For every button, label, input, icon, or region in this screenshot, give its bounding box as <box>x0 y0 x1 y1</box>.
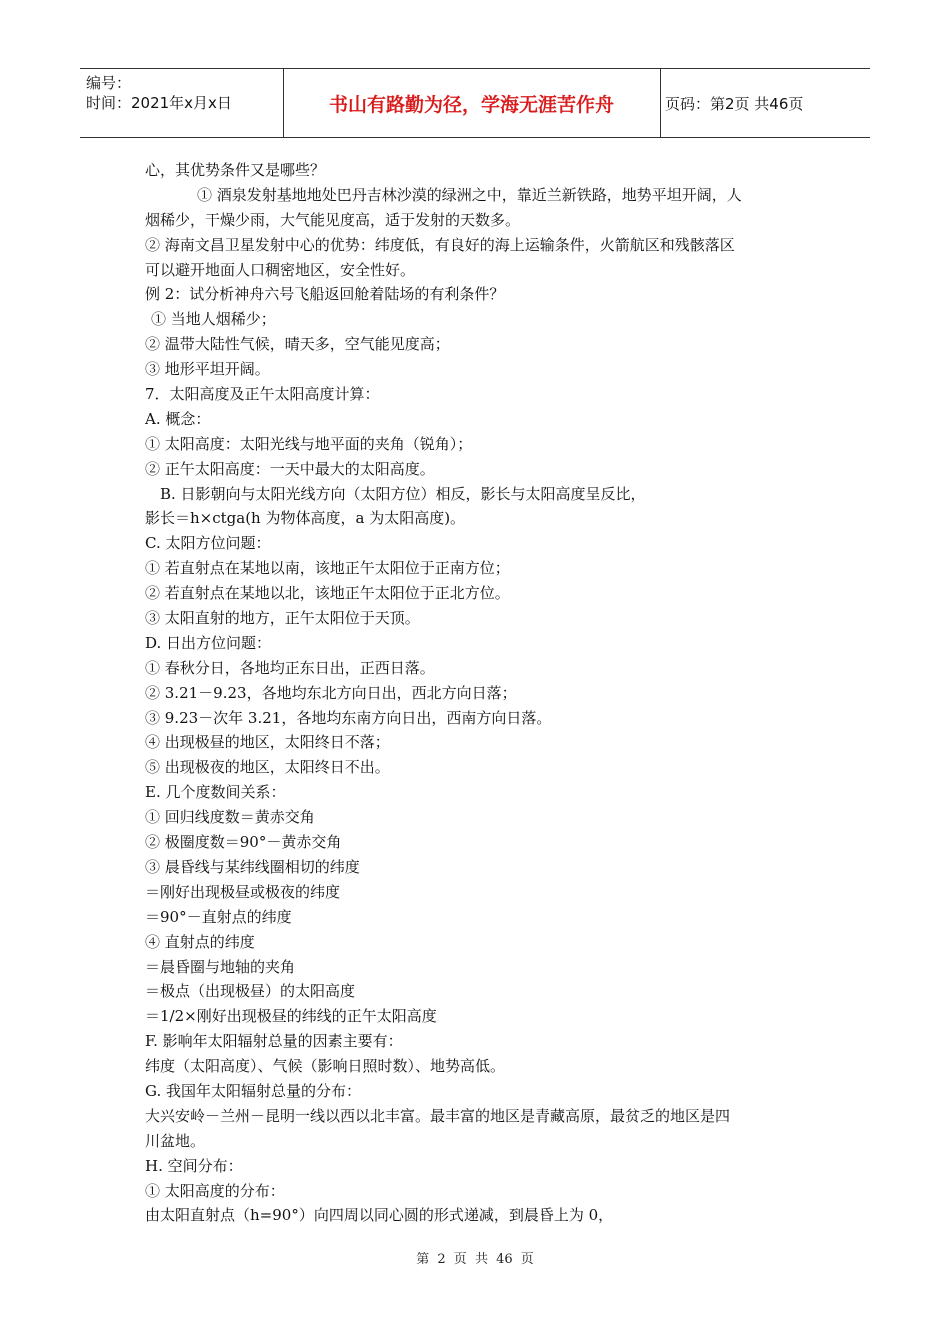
text-line: 烟稀少，干燥少雨，大气能见度高，适于发射的天数多。 <box>145 210 521 229</box>
text-line: ① 若直射点在某地以南，该地正午太阳位于正南方位； <box>145 559 510 578</box>
text-line: ② 温带大陆性气候，晴天多，空气能见度高； <box>145 335 450 354</box>
text-line: F. 影响年太阳辐射总量的因素主要有： <box>145 1032 403 1051</box>
footer-label-ye2: 页 <box>520 1252 534 1267</box>
text-line: ④ 直射点的纬度 <box>145 932 255 951</box>
text-line: ＝刚好出现极昼或极夜的纬度 <box>145 882 341 901</box>
text-line: ＝1/2×刚好出现极昼的纬线的正午太阳高度 <box>145 1007 437 1026</box>
header-meta <box>86 73 282 113</box>
text-line: ③ 太阳直射的地方，正午太阳位于天顶。 <box>145 609 420 628</box>
text-line: 影长＝h×ctga(h 为物体高度，a 为太阳高度)。 <box>145 509 466 528</box>
text-line: ② 极圈度数＝90°－黄赤交角 <box>145 833 342 852</box>
text-line: ① 当地人烟稀少； <box>151 310 276 329</box>
text-line: E. 几个度数间关系： <box>145 783 286 802</box>
header-divider-right <box>660 69 661 137</box>
text-line: 心，其优势条件又是哪些？ <box>145 161 326 179</box>
footer-label-ye: 页 <box>453 1252 467 1267</box>
page-footer <box>0 1248 950 1267</box>
text-line: 7．太阳高度及正午太阳高度计算： <box>145 385 380 404</box>
text-line: 例 2：试分析神舟六号飞船返回舱着陆场的有利条件？ <box>145 285 505 304</box>
text-line: ＝极点（出现极昼）的太阳高度 <box>145 982 356 1001</box>
footer-total-pages: 46 <box>496 1252 513 1267</box>
text-line: ⑤ 出现极夜的地区，太阳终日不出。 <box>145 758 390 777</box>
text-line: C. 太阳方位问题： <box>145 534 271 553</box>
text-line: ③ 9.23－次年 3.21，各地均东南方向日出，西南方向日落。 <box>145 708 552 727</box>
text-line: D. 日出方位问题： <box>145 633 272 652</box>
text-line: ② 正午太阳高度：一天中最大的太阳高度。 <box>145 459 435 478</box>
page-header <box>80 68 870 138</box>
footer-label-total: 共 <box>474 1252 488 1267</box>
header-page-info: 页码：第2页 共46页 <box>665 94 804 113</box>
text-line: ① 太阳高度：太阳光线与地平面的夹角（锐角）； <box>145 434 473 453</box>
text-line: 由太阳直射点（h=90°）向四周以同心圆的形式递减，到晨昏上为 0， <box>145 1206 614 1225</box>
text-line: H. 空间分布： <box>145 1156 243 1175</box>
text-line: ③ 地形平坦开阔。 <box>145 360 270 379</box>
header-motto: 书山有路勤为径，学海无涯苦作舟 <box>328 93 614 116</box>
text-line: ① 太阳高度的分布： <box>145 1181 285 1200</box>
text-line: ＝晨昏圈与地轴的夹角 <box>145 957 296 976</box>
text-line: A. 概念： <box>145 409 211 428</box>
text-line: ① 春秋分日，各地均正东日出，正西日落。 <box>145 658 435 677</box>
text-line: ② 若直射点在某地以北，该地正午太阳位于正北方位。 <box>145 584 510 603</box>
text-line: ④ 出现极昼的地区，太阳终日不落； <box>145 733 390 752</box>
text-line: 大兴安岭－兰州－昆明一线以西以北丰富。最丰富的地区是青藏高原，最贫乏的地区是四 <box>145 1106 731 1125</box>
text-line: ② 海南文昌卫星发射中心的优势：纬度低，有良好的海上运输条件，火箭航区和残骸落区 <box>145 235 735 254</box>
text-line: 可以避开地面人口稠密地区，安全性好。 <box>145 260 416 279</box>
text-line: ① 回归线度数＝黄赤交角 <box>145 808 315 827</box>
text-line: 川盆地。 <box>145 1131 206 1150</box>
document-date: 时间：2021年x月x日 <box>86 94 232 112</box>
text-line: ＝90°－直射点的纬度 <box>145 907 292 926</box>
text-line: ② 3.21－9.23，各地均东北方向日出，西北方向日落； <box>145 683 517 702</box>
text-line: 纬度（太阳高度）、气候（影响日照时数）、地势高低。 <box>145 1057 506 1076</box>
text-line: ③ 晨昏线与某纬线圈相切的纬度 <box>145 857 360 876</box>
text-line: B. 日影朝向与太阳光线方向（太阳方位）相反，影长与太阳高度呈反比， <box>160 484 646 503</box>
footer-page-number: 2 <box>437 1252 446 1267</box>
footer-label-page: 第 <box>416 1252 430 1267</box>
text-line: ① 酒泉发射基地地处巴丹吉林沙漠的绿洲之中，靠近兰新铁路，地势平坦开阔，人 <box>197 185 742 204</box>
text-line: G. 我国年太阳辐射总量的分布： <box>145 1081 361 1100</box>
document-number-label: 编号： <box>86 74 132 92</box>
document-body <box>145 158 810 1228</box>
